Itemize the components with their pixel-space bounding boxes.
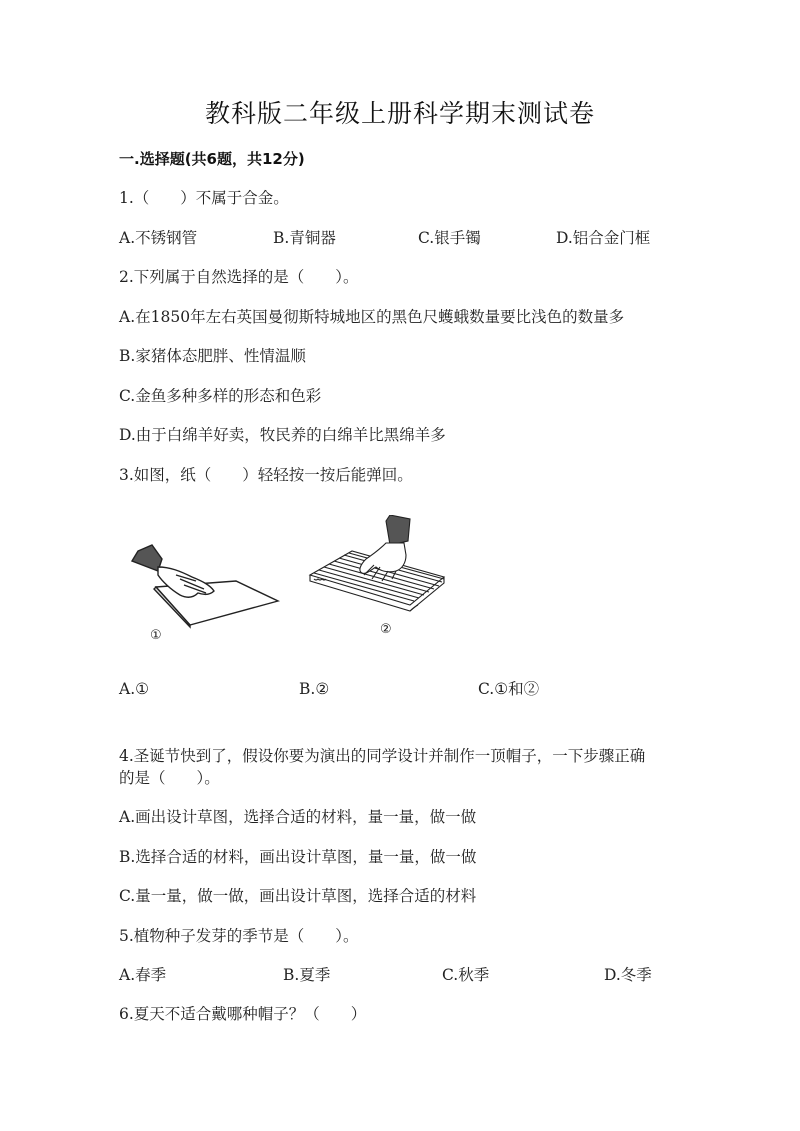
page-title: 教科版二年级上册科学期末测试卷 xyxy=(204,99,595,128)
question-4-stem-line2: 的是（ ）。 xyxy=(119,769,220,787)
corrugated-paper-illustration xyxy=(310,515,444,611)
figure-label-2: ② xyxy=(380,622,392,637)
section-heading: 一.选择题(共6题，共12分) xyxy=(119,150,305,168)
paper-figure xyxy=(118,515,458,655)
question-2-option-c: C.金鱼多种多样的形态和色彩 xyxy=(119,387,322,405)
question-4-stem-line1: 4.圣诞节快到了，假设你要为演出的同学设计并制作一顶帽子，一下步骤正确 xyxy=(119,747,646,765)
question-5-option-b: B.夏季 xyxy=(283,966,331,984)
question-2-option-a: A.在1850年左右英国曼彻斯特城地区的黑色尺蠖蛾数量要比浅色的数量多 xyxy=(119,308,625,326)
figure-label-1: ① xyxy=(150,628,162,643)
question-1-option-d: D.铝合金门框 xyxy=(556,229,651,247)
question-1-stem: 1.（ ）不属于合金。 xyxy=(119,189,289,207)
question-3-option-c: C.①和② xyxy=(478,680,540,698)
question-1-option-b: B.青铜器 xyxy=(273,229,336,247)
question-2-option-b: B.家猪体态肥胖、性情温顺 xyxy=(119,347,306,365)
question-5-option-d: D.冬季 xyxy=(604,966,652,984)
question-1-option-a: A.不锈钢管 xyxy=(119,229,198,247)
question-5-option-c: C.秋季 xyxy=(442,966,490,984)
question-4-option-a: A.画出设计草图，选择合适的材料，量一量，做一做 xyxy=(119,808,477,826)
question-3-option-b: B.② xyxy=(299,680,330,698)
question-6-stem: 6.夏天不适合戴哪种帽子？（ ） xyxy=(119,1005,367,1023)
question-2-stem: 2.下列属于自然选择的是（ ）。 xyxy=(119,268,359,286)
question-5-option-a: A.春季 xyxy=(119,966,167,984)
question-1-option-c: C.银手镯 xyxy=(418,229,481,247)
question-4-option-c: C.量一量，做一做，画出设计草图，选择合适的材料 xyxy=(119,887,477,905)
question-5-stem: 5.植物种子发芽的季节是（ ）。 xyxy=(119,927,359,945)
question-2-option-d: D.由于白绵羊好卖，牧民养的白绵羊比黑绵羊多 xyxy=(119,426,446,444)
question-3-option-a: A.① xyxy=(119,680,150,698)
question-3-stem: 3.如图，纸（ ）轻轻按一按后能弹回。 xyxy=(119,466,413,484)
question-4-option-b: B.选择合适的材料，画出设计草图，量一量，做一做 xyxy=(119,848,477,866)
flat-paper-illustration xyxy=(132,545,278,627)
